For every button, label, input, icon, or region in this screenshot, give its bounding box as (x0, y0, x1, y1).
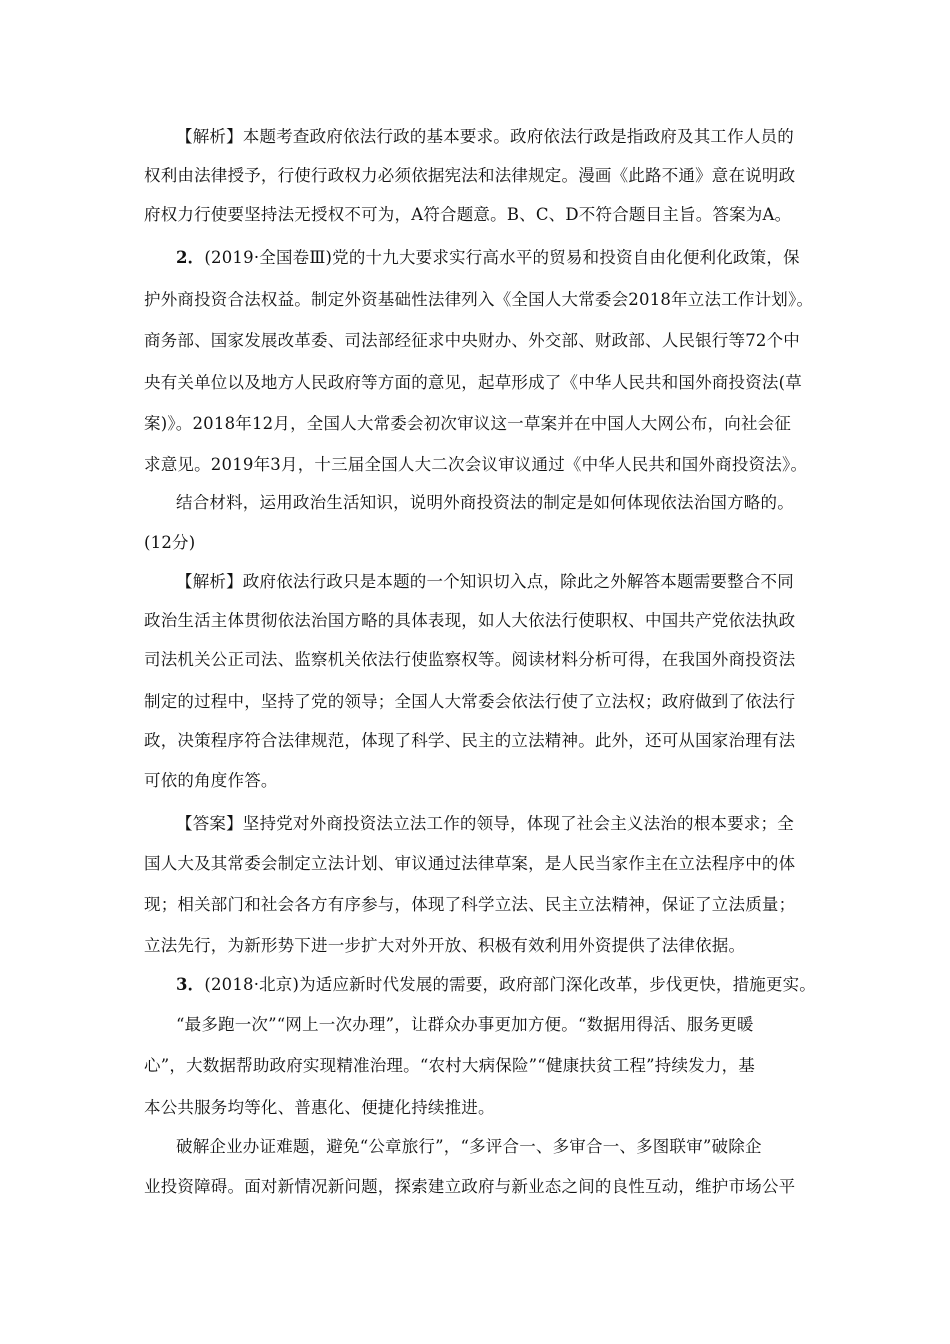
answer-2-line-4: 立法先行，为新形势下进一步扩大对外开放、积极有效利用外资提供了法律依据。 (144, 936, 746, 955)
question-2-text-1: (2019·全国卷Ⅲ)党的十九大要求实行高水平的贸易和投资自由化便利化政策，保 (204, 248, 800, 267)
material-1-line-3: 本公共服务均等化、普惠化、便捷化持续推进。 (144, 1098, 495, 1117)
question-3-line-1 (176, 975, 815, 995)
question-2-score: (12分) (144, 533, 196, 552)
analysis-2-line-3: 司法机关公正司法、监察机关依法行使监察权等。阅读材料分析可得，在我国外商投资法 (144, 650, 796, 669)
material-2-line-2: 业投资障碍。面对新情况新问题，探索建立政府与新业态之间的良性互动，维护市场公平 (144, 1177, 796, 1196)
question-2-line-2: 护外商投资合法权益。制定外资基础性法律列入《全国人大常委会2018年立法工作计划》。 (144, 290, 814, 309)
analysis-1-line-1: 【解析】本题考查政府依法行政的基本要求。政府依法行政是指政府及其工作人员的 (176, 127, 794, 146)
analysis-2-line-6: 可依的角度作答。 (144, 771, 278, 790)
analysis-1-line-2: 权利由法律授予，行使行政权力必须依据宪法和法律规定。漫画《此路不通》意在说明政 (144, 166, 796, 185)
analysis-2-line-2: 政治生活主体贯彻依法治国方略的具体表现，如人大依法行使职权、中国共产党依法执政 (144, 611, 796, 630)
question-2-prompt: 结合材料，运用政治生活知识，说明外商投资法的制定是如何体现依法治国方略的。 (176, 493, 794, 512)
question-2-line-1 (176, 248, 816, 268)
material-1-line-1: “最多跑一次”“网上一次办理”，让群众办事更加方便。“数据用得活、服务更暖 (176, 1015, 754, 1034)
analysis-2-line-4: 制定的过程中，坚持了党的领导；全国人大常委会依法行使了立法权；政府做到了依法行 (144, 692, 796, 711)
question-3-text-1: (2018·北京)为适应新时代发展的需要，政府部门深化改革，步伐更快，措施更实。 (204, 975, 816, 994)
answer-2-line-3: 现；相关部门和社会各方有序参与，体现了科学立法、民主立法精神，保证了立法质量； (144, 895, 796, 914)
analysis-1-line-3: 府权力行使要坚持法无授权不可为，A符合题意。B、C、D不符合题目主旨。答案为A。 (144, 205, 792, 224)
question-2-line-3: 商务部、国家发展改革委、司法部经征求中央财办、外交部、财政部、人民银行等72个中 (144, 331, 800, 350)
material-2-line-1: 破解企业办证难题，避免“公章旅行”，“多评合一、多审合一、多图联审”破除企 (176, 1137, 762, 1156)
question-2-line-6: 求意见。2019年3月，十三届全国人大二次会议审议通过《中华人民共和国外商投资法》。 (144, 455, 808, 474)
question-2-line-5: 案)》。2018年12月，全国人大常委会初次审议这一草案并在中国人大网公布，向社会征 (144, 414, 792, 433)
question-2-number: 2． (176, 248, 205, 267)
question-3-number: 3． (176, 975, 205, 994)
material-1-line-2: 心”，大数据帮助政府实现精准治理。“农村大病保险”“健康扶贫工程”持续发力，基 (144, 1056, 755, 1075)
question-2-line-4: 央有关单位以及地方人民政府等方面的意见，起草形成了《中华人民共和国外商投资法(草 (144, 373, 802, 392)
answer-2-line-1: 【答案】坚持党对外商投资法立法工作的领导，体现了社会主义法治的根本要求；全 (176, 814, 794, 833)
analysis-2-line-5: 政，决策程序符合法律规范，体现了科学、民主的立法精神。此外，还可从国家治理有法 (144, 731, 796, 750)
analysis-2-line-1: 【解析】政府依法行政只是本题的一个知识切入点，除此之外解答本题需要整合不同 (176, 572, 794, 591)
answer-2-line-2: 国人大及其常委会制定立法计划、审议通过法律草案，是人民当家作主在立法程序中的体 (144, 854, 796, 873)
